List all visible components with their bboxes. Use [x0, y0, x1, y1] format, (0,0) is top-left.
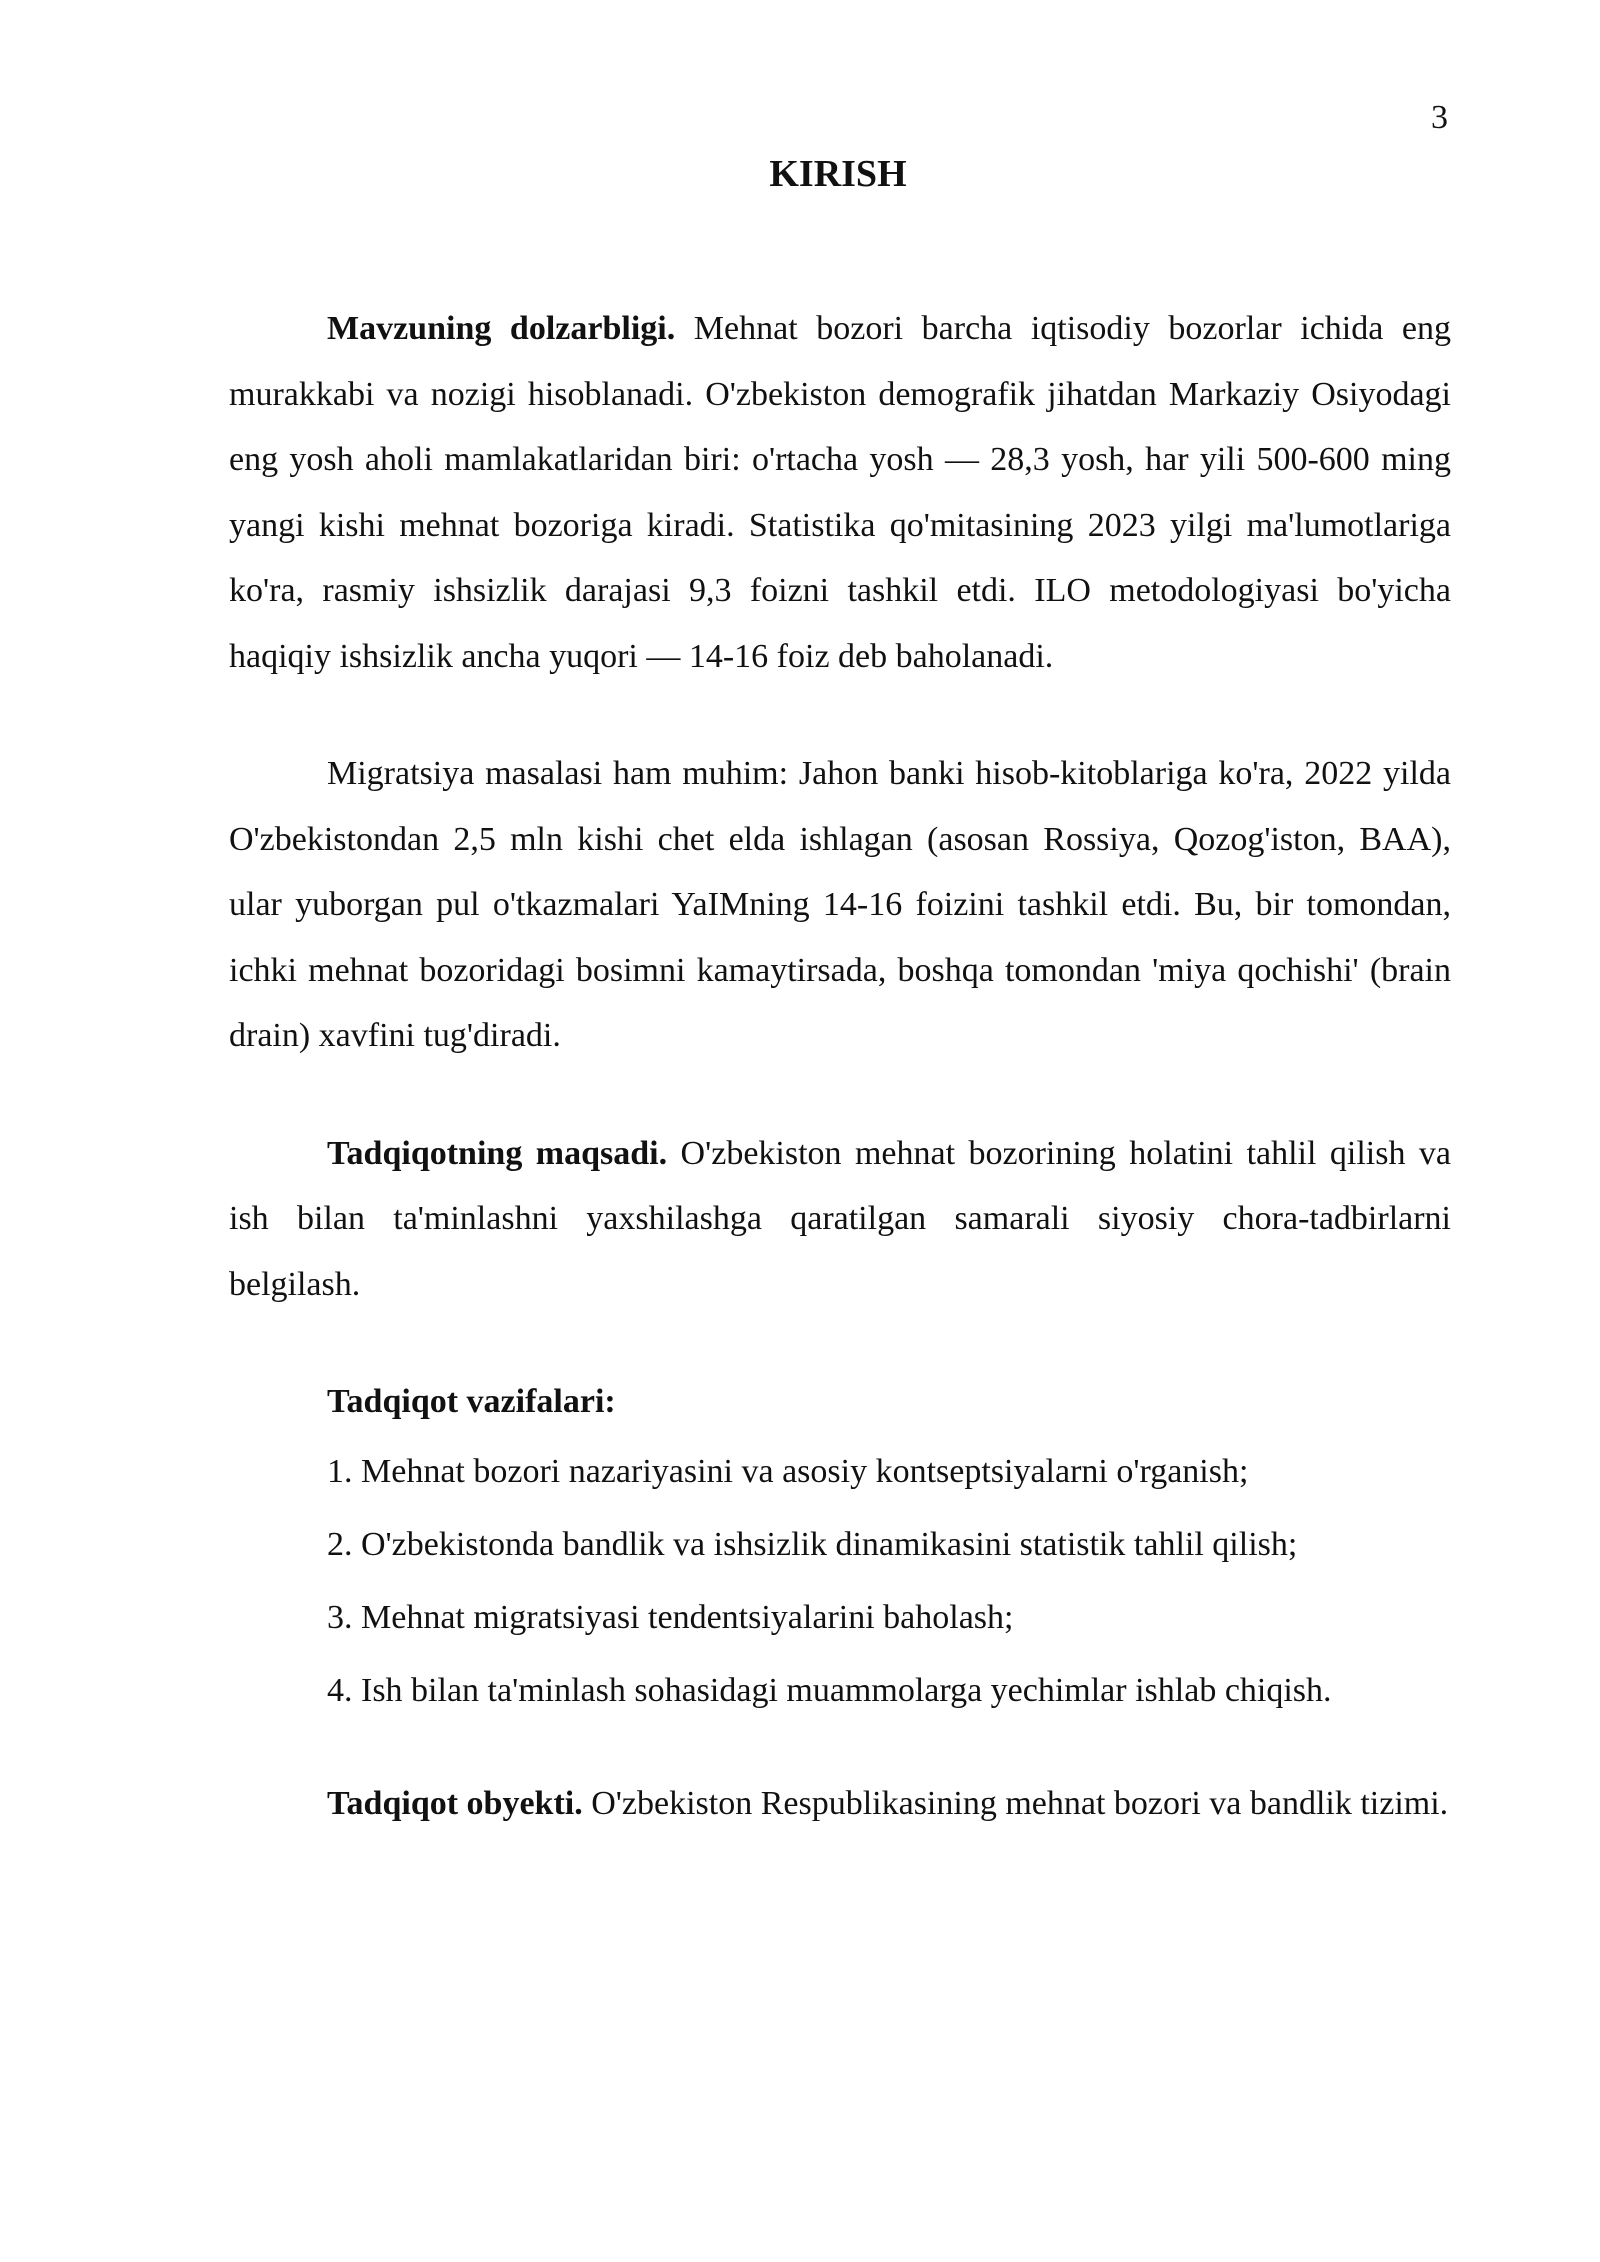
tasks-heading: Tadqiqot vazifalari:: [327, 1383, 616, 1420]
document-body: [229, 296, 1451, 1837]
task-item-2: 2. O'zbekistonda bandlik va ishsizlik dinamikasini statistik tahlil qilish;: [327, 1526, 1298, 1563]
tasks-list: [229, 1435, 1451, 1727]
task-item-4: 4. Ish bilan ta'minlash sohasidagi muammolarga yechimlar ishlab chiqish.: [327, 1672, 1332, 1709]
task-item-1: 1. Mehnat bozori nazariyasini va asosiy kontseptsiyalarni o'rganish;: [327, 1453, 1249, 1490]
migration-text: Migratsiya masalasi ham muhim: Jahon banki hisob-kitoblariga ko'ra, 2022 yilda O'zbekistondan 2,5 mln kishi chet elda ishlagan (asosan Rossiya, Qozog'iston, BAA), ular yuborgan pul o'tkazmalari YaIMning 14-16 foizini tashkil etdi. Bu, bir tomondan, ichki mehnat bozoridagi bosimni kamaytirsada, boshqa tomondan 'miya qochishi' (brain drain) xavfini tug'diradi.: [229, 755, 1451, 1054]
task-item-3: 3. Mehnat migratsiyasi tendentsiyalarini baholash;: [327, 1599, 1014, 1636]
relevance-heading: Mavzuning dolzarbligi.: [327, 310, 676, 347]
goal-paragraph: [229, 1121, 1451, 1318]
object-paragraph: [229, 1771, 1451, 1837]
goal-heading: Tadqiqotning maqsadi.: [327, 1134, 668, 1172]
relevance-paragraph: [229, 296, 1451, 689]
goal-text: O'zbekiston mehnat bozorining holatini tahlil qilish va ish bilan ta'minlashni yaxshilashga qaratilgan samarali siyosiy chora-tadbirlarni belgilash.: [229, 1134, 1452, 1303]
page-title: KIRISH: [769, 153, 907, 195]
relevance-text: Mehnat bozori barcha iqtisodiy bozorlar ichida eng murakkabi va nozigi hisoblanadi. O'zbekiston demografik jihatdan Markaziy Osiyodagi eng yosh aholi mamlakatlaridan biri: o'rtacha yosh — 28,3 yosh, har yili 500-600 ming yangi kishi mehnat bozoriga kiradi. Statistika qo'mitasining 2023 yilgi ma'lumotlariga ko'ra, rasmiy ishsizlik darajasi 9,3 foizni tashkil etdi. ILO metodologiyasi bo'yicha haqiqiy ishsizlik ancha yuqori — 14-16 foiz deb baholanadi.: [229, 310, 1451, 675]
migration-paragraph: [229, 741, 1451, 1069]
object-heading: Tadqiqot obyekti.: [327, 1785, 583, 1822]
page-number: 3: [1431, 99, 1448, 136]
object-text: O'zbekiston Respublikasining mehnat bozori va bandlik tizimi.: [591, 1785, 1449, 1822]
